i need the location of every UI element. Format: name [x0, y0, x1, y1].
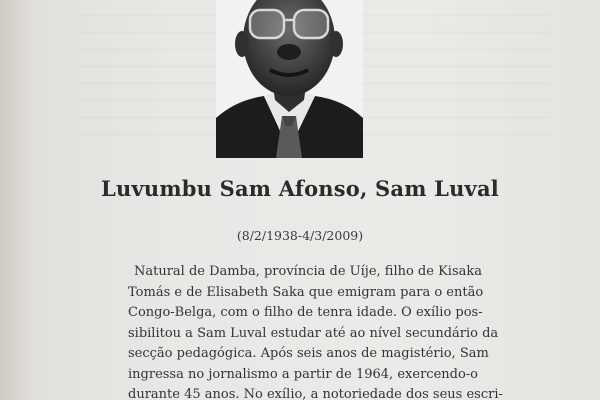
life-dates: (8/2/1938-4/3/2009): [236, 228, 364, 243]
biography-line: sibilitou a Sam Luval estudar até ao nível secundário da: [128, 325, 499, 341]
portrait-illustration: [216, 0, 363, 158]
biography-line: ingressa no jornalismo a partir de 1964, exercendo-o: [128, 366, 478, 382]
portrait-photo: [216, 0, 363, 158]
biography-paragraph: [128, 262, 503, 400]
person-name-heading: Luvumbu Sam Afonso, Sam Luval: [101, 176, 499, 201]
biography-line: durante 45 anos. No exílio, a notoriedade dos seus escri-: [128, 387, 503, 400]
biography-line: secção pedagógica. Após seis anos de magistério, Sam: [128, 346, 489, 361]
biography-line: Congo-Belga, com o filho de tenra idade. O exílio pos-: [128, 305, 483, 320]
biography-line: Tomás e de Elisabeth Saka que emigram para o então: [128, 284, 484, 300]
biography-line: Natural de Damba, província de Uíje, filho de Kisaka: [134, 264, 482, 279]
